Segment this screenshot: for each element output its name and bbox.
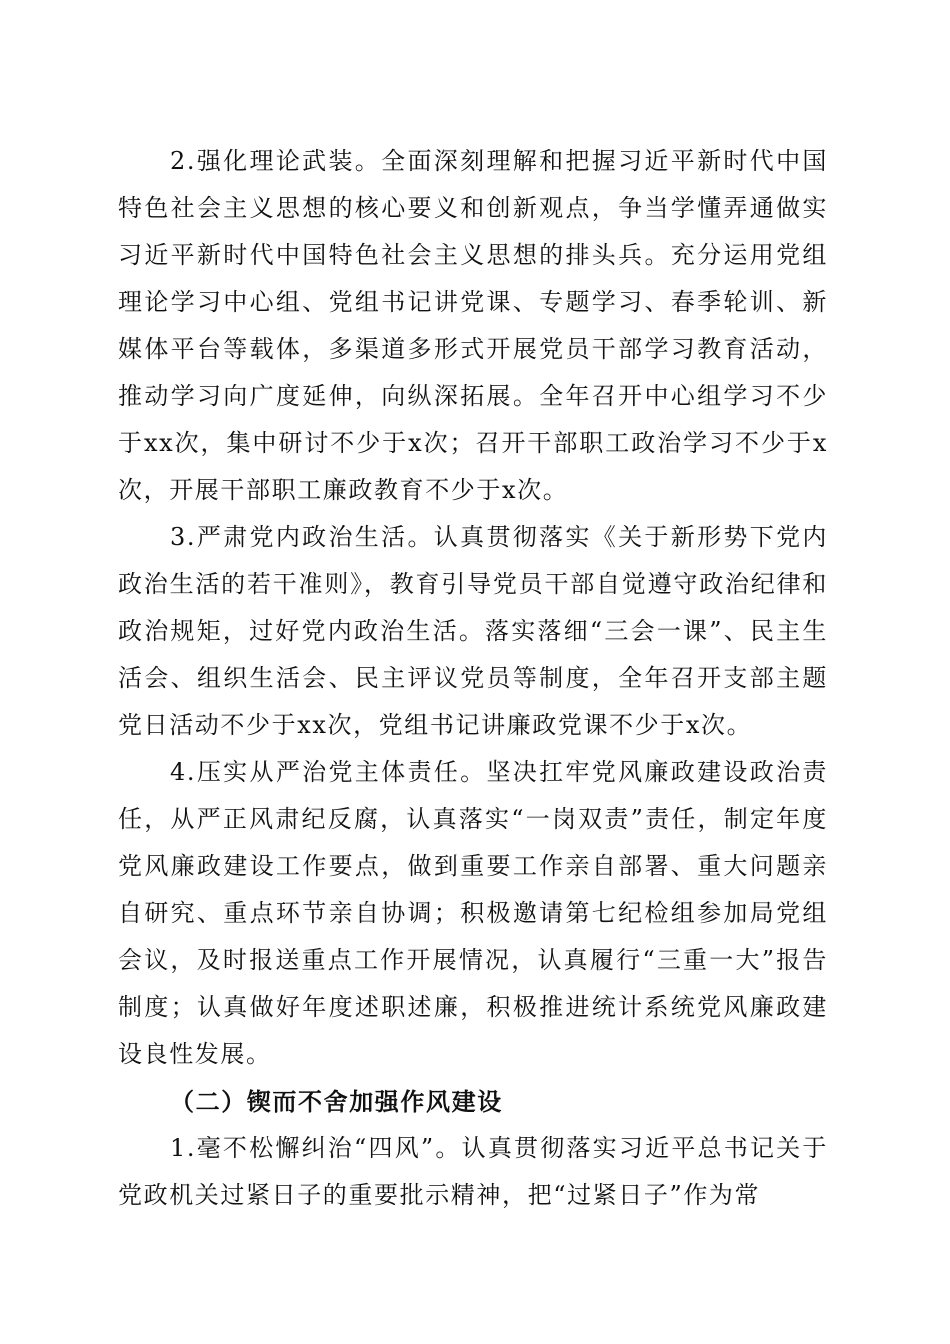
- paragraph-party-responsibility: 4.压实从严治党主体责任。坚决扛牢党风廉政建设政治责任，从严正风肃纪反腐，认真落实“一岗双责”责任，制定年度党风廉政建设工作要点，做到重要工作亲自部署、重大问题亲自研究、重点环节亲自协调；积极邀请第七纪检组参加局党组会议，及时报送重点工作开展情况，认真履行“三重一大”报告制度；认真做好年度述职述廉，积极推进统计系统党风廉政建设良性发展。: [118, 758, 828, 1068]
- section-heading: （二）锲而不舍加强作风建设: [170, 1087, 503, 1116]
- paragraph-political-life: 3.严肃党内政治生活。认真贯彻落实《关于新形势下党内政治生活的若干准则》，教育引导党员干部自觉遵守政治纪律和政治规矩，过好党内政治生活。落实落细“三会一课”、民主生活会、组织生活会、民主评议党员等制度，全年召开支部主题党日活动不少于xx次，党组书记讲廉政党课不少于x次。: [118, 523, 828, 739]
- paragraph-four-winds: 1.毫不松懈纠治“四风”。认真贯彻落实习近平总书记关于党政机关过紧日子的重要批示精神，把“过紧日子”作为常: [118, 1134, 828, 1209]
- paragraph-theory-study: 2.强化理论武装。全面深刻理解和把握习近平新时代中国特色社会主义思想的核心要义和创新观点，争当学懂弄通做实习近平新时代中国特色社会主义思想的排头兵。充分运用党组理论学习中心组、党组书记讲党课、专题学习、春季轮训、新媒体平台等载体，多渠道多形式开展党员干部学习教育活动，推动学习向广度延伸，向纵深拓展。全年召开中心组学习不少于xx次，集中研讨不少于x次；召开干部职工政治学习不少于x次，开展干部职工廉政教育不少于x次。: [118, 147, 828, 504]
- document-body: [118, 138, 828, 1219]
